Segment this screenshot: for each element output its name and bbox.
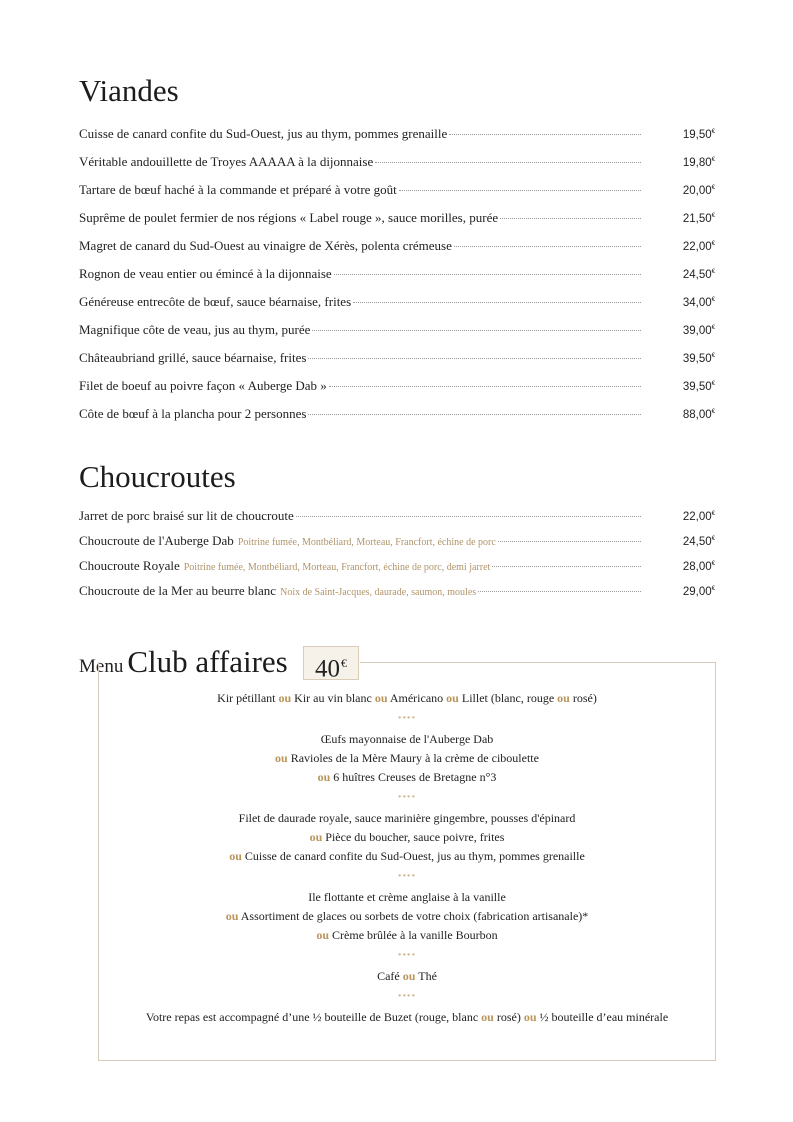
- ou-word: ou: [275, 751, 288, 765]
- dish-price: [677, 129, 715, 141]
- dish-price: [677, 409, 715, 421]
- dish-price: [677, 213, 715, 225]
- menu-item-row: [79, 378, 715, 406]
- plat-item: Pièce du boucher, sauce poivre, frites: [325, 830, 505, 844]
- menu-item-row: [79, 322, 715, 350]
- dessert-line: [99, 907, 715, 926]
- menu-item-row: [79, 583, 715, 608]
- separator: ****: [398, 715, 416, 723]
- plat-line: [99, 828, 715, 847]
- price-value: 22,00: [682, 511, 712, 523]
- currency-symbol: €: [711, 325, 715, 332]
- currency-symbol: €: [711, 381, 715, 388]
- boisson-line: [99, 967, 715, 986]
- dish-name: Filet de boeuf au poivre façon « Auberge Dab »: [79, 378, 327, 393]
- dotted-leader: [353, 302, 641, 303]
- menu-item-row: [79, 350, 715, 378]
- ou-word: ou: [523, 1010, 537, 1024]
- dish-price: [677, 325, 715, 337]
- separator: ****: [398, 873, 416, 881]
- menu-name: Club affaires: [127, 644, 288, 679]
- dotted-leader: [498, 541, 641, 542]
- price-value: 39,50: [682, 381, 712, 393]
- dish-price: [677, 381, 715, 393]
- dish-name: Véritable andouillette de Troyes AAAAA à la dijonnaise: [79, 154, 374, 169]
- vin-line: [99, 1008, 715, 1027]
- vin-text: rosé): [496, 1010, 521, 1024]
- separator: ****: [398, 952, 416, 960]
- dish-name: Châteaubriand grillé, sauce béarnaise, frites: [79, 350, 307, 365]
- dish-name: Tartare de bœuf haché à la commande et préparé à votre goût: [79, 182, 397, 197]
- menu-body: [99, 689, 715, 1027]
- menu-item-row: [79, 266, 715, 294]
- dish-name: Généreuse entrecôte de bœuf, sauce béarnaise, frites: [79, 294, 352, 309]
- currency-symbol: €: [711, 353, 715, 360]
- dotted-leader: [449, 134, 641, 135]
- dish-name: Magnifique côte de veau, jus au thym, purée: [79, 322, 311, 337]
- ou-word: ou: [557, 691, 570, 705]
- menu-item-row: [79, 126, 715, 154]
- boisson-item: Café: [377, 969, 400, 983]
- price-value: 28,00: [682, 561, 712, 573]
- price-value: 22,00: [682, 241, 712, 253]
- entree-item: Œufs mayonnaise de l'Auberge Dab: [320, 732, 494, 746]
- ou-word: ou: [316, 928, 330, 942]
- currency-symbol: €: [711, 561, 715, 568]
- dessert-item: Assortiment de glaces ou sorbets de votre choix (fabrication artisanale)*: [240, 909, 589, 923]
- dish-price: [677, 536, 715, 548]
- boisson-item: Thé: [418, 969, 437, 983]
- menu-price: 40: [315, 655, 340, 683]
- menu-item-row: [79, 182, 715, 210]
- aperitif-item: Lillet (blanc, rouge: [461, 691, 555, 705]
- menu-item-row: [79, 508, 715, 533]
- currency-symbol: €: [711, 157, 715, 164]
- ou-word: ou: [225, 909, 239, 923]
- menu-item-row: [79, 154, 715, 182]
- plat-item: Filet de daurade royale, sauce marinière gingembre, pousses d'épinard: [238, 811, 576, 825]
- dish-price: [677, 561, 715, 573]
- dotted-leader: [454, 246, 641, 247]
- dotted-leader: [492, 566, 641, 567]
- entree-line: [99, 730, 715, 749]
- ou-word: ou: [374, 691, 388, 705]
- dessert-line: [99, 888, 715, 907]
- separator: ****: [398, 993, 416, 1001]
- price-value: 24,50: [682, 269, 712, 281]
- dessert-item: Crème brûlée à la vanille Bourbon: [332, 928, 498, 942]
- entree-line: [99, 749, 715, 768]
- aperitif-item: rosé): [572, 691, 597, 705]
- currency-symbol: €: [711, 511, 715, 518]
- separator: ****: [398, 794, 416, 802]
- price-value: 39,50: [682, 353, 712, 365]
- dish-price: [677, 353, 715, 365]
- ou-word: ou: [278, 691, 292, 705]
- dessert-line: [99, 926, 715, 945]
- currency-symbol: €: [711, 129, 715, 136]
- dish-price: [677, 185, 715, 197]
- dish-price: [677, 241, 715, 253]
- price-value: 21,50: [682, 213, 712, 225]
- dotted-leader: [329, 386, 641, 387]
- dish-name: Rognon de veau entier ou émincé à la dijonnaise: [79, 266, 332, 281]
- dish-name: Cuisse de canard confite du Sud-Ouest, jus au thym, pommes grenaille: [79, 126, 448, 141]
- dish-name: Choucroute de l'Auberge Dab: [79, 533, 234, 548]
- section-title-choucroutes: Choucroutes: [79, 459, 236, 494]
- dotted-leader: [334, 274, 641, 275]
- menu-item-row: [79, 406, 715, 434]
- currency-symbol: €: [711, 409, 715, 416]
- price-value: 29,00: [682, 586, 712, 598]
- viandes-list: [79, 126, 715, 434]
- menu-item-row: [79, 558, 715, 583]
- price-value: 19,50: [682, 129, 712, 141]
- entree-line: [99, 768, 715, 787]
- aperitif-item: Kir au vin blanc: [294, 691, 372, 705]
- menu-item-row: [79, 210, 715, 238]
- dish-name: Côte de bœuf à la plancha pour 2 personnes: [79, 406, 307, 421]
- price-value: 39,00: [682, 325, 712, 337]
- price-value: 88,00: [682, 409, 712, 421]
- dish-name: Suprême de poulet fermier de nos régions « Label rouge », sauce morilles, purée: [79, 210, 499, 225]
- dish-price: [677, 297, 715, 309]
- price-value: 34,00: [682, 297, 712, 309]
- entree-item: 6 huîtres Creuses de Bretagne n°3: [333, 770, 497, 784]
- vin-text: Votre repas est accompagné d’une ½ bouteille de Buzet (rouge, blanc: [145, 1010, 479, 1024]
- dish-note: Poitrine fumée, Montbéliard, Morteau, Francfort, échine de porc, demi jarret: [183, 562, 491, 573]
- dotted-leader: [399, 190, 641, 191]
- dish-name: Jarret de porc braisé sur lit de choucroute: [79, 508, 294, 523]
- vin-text: ½ bouteille d’eau minérale: [539, 1010, 669, 1024]
- dotted-leader: [308, 358, 641, 359]
- dotted-leader: [375, 162, 641, 163]
- menu-prefix: Menu: [79, 656, 124, 677]
- ou-word: ou: [317, 770, 331, 784]
- entree-item: Ravioles de la Mère Maury à la crème de ciboulette: [290, 751, 539, 765]
- menu-price-currency: €: [341, 656, 347, 670]
- ou-word: ou: [229, 849, 242, 863]
- menu-item-row: [79, 533, 715, 558]
- dotted-leader: [296, 516, 641, 517]
- dish-price: [677, 269, 715, 281]
- plat-item: Cuisse de canard confite du Sud-Ouest, jus au thym, pommes grenaille: [244, 849, 585, 863]
- dessert-item: Ile flottante et crème anglaise à la vanille: [308, 890, 506, 904]
- aperitif-line: [99, 689, 715, 708]
- dish-note: Poitrine fumée, Montbéliard, Morteau, Francfort, échine de porc: [237, 537, 496, 548]
- ou-word: ou: [446, 691, 459, 705]
- dotted-leader: [312, 330, 641, 331]
- plat-line: [99, 809, 715, 828]
- dish-price: [677, 157, 715, 169]
- dish-price: [677, 586, 715, 598]
- price-value: 24,50: [682, 536, 712, 548]
- menu-item-row: [79, 294, 715, 322]
- currency-symbol: €: [711, 241, 715, 248]
- currency-symbol: €: [711, 586, 715, 593]
- aperitif-item: Américano: [389, 691, 444, 705]
- dish-note: Noix de Saint-Jacques, daurade, saumon, moules: [280, 587, 477, 598]
- choucroutes-list: [79, 508, 715, 608]
- dish-price: [677, 511, 715, 523]
- ou-word: ou: [481, 1010, 494, 1024]
- currency-symbol: €: [711, 213, 715, 220]
- menu-item-row: [79, 238, 715, 266]
- ou-word: ou: [402, 969, 416, 983]
- aperitif-item: Kir pétillant: [217, 691, 276, 705]
- price-value: 19,80: [682, 157, 712, 169]
- dish-name: Choucroute Royale: [79, 558, 180, 573]
- dotted-leader: [500, 218, 641, 219]
- section-title-viandes: Viandes: [79, 73, 179, 108]
- dotted-leader: [308, 414, 641, 415]
- ou-word: ou: [309, 830, 323, 844]
- currency-symbol: €: [711, 269, 715, 276]
- price-value: 20,00: [682, 185, 712, 197]
- dish-name: Magret de canard du Sud-Ouest au vinaigre de Xérès, polenta crémeuse: [79, 238, 452, 253]
- currency-symbol: €: [711, 536, 715, 543]
- currency-symbol: €: [711, 297, 715, 304]
- currency-symbol: €: [711, 185, 715, 192]
- dotted-leader: [478, 591, 641, 592]
- dish-name: Choucroute de la Mer au beurre blanc: [79, 583, 277, 598]
- plat-line: [99, 847, 715, 866]
